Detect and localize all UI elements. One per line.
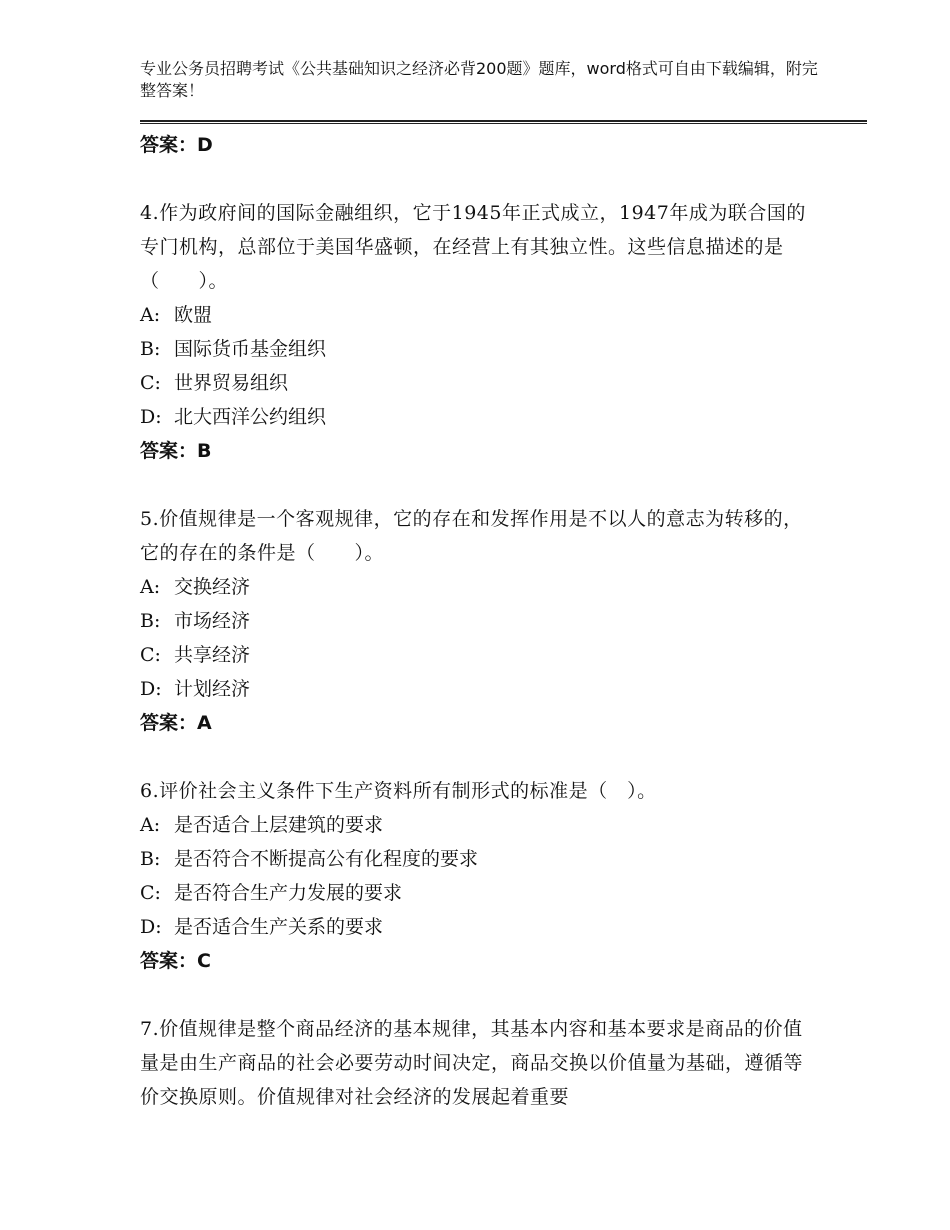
option-letter: C:: [140, 644, 161, 666]
option-letter: A:: [140, 304, 161, 326]
option-letter: B:: [140, 338, 161, 360]
question-4: [140, 196, 820, 468]
option-text: 是否符合生产力发展的要求: [174, 882, 403, 904]
option-text: 北大西洋公约组织: [174, 406, 327, 428]
option-letter: A:: [140, 814, 161, 836]
question-5: [140, 502, 820, 740]
option-a: [140, 808, 820, 842]
option-text: 共享经济: [174, 644, 251, 666]
option-letter: C:: [140, 882, 161, 904]
option-c: [140, 876, 820, 910]
option-text: 国际货币基金组织: [174, 338, 327, 360]
question-6: [140, 774, 820, 978]
option-letter: D:: [140, 678, 162, 700]
answer-line: 答案：A: [140, 712, 212, 734]
option-text: 计划经济: [174, 678, 251, 700]
option-d: [140, 400, 820, 434]
option-text: 是否符合不断提高公有化程度的要求: [174, 848, 479, 870]
option-d: [140, 672, 820, 706]
question-stem: 6.评价社会主义条件下生产资料所有制形式的标准是（ ）。: [140, 780, 657, 802]
option-b: [140, 332, 820, 366]
question-stem: 5.价值规律是一个客观规律，它的存在和发挥作用是不以人的意志为转移的，它的存在的条件是（ ）。: [140, 508, 803, 564]
option-letter: B:: [140, 610, 161, 632]
option-letter: C:: [140, 372, 161, 394]
question-list: [140, 128, 820, 1114]
question-stem: 7.价值规律是整个商品经济的基本规律，其基本内容和基本要求是商品的价值量是由生产商品的社会必要劳动时间决定，商品交换以价值量为基础，遵循等价交换原则。价值规律对社会经济的发展起着重要: [140, 1018, 804, 1108]
option-letter: A:: [140, 576, 161, 598]
answer-line: 答案：B: [140, 440, 212, 462]
answer-line: 答案：C: [140, 950, 211, 972]
option-a: [140, 298, 820, 332]
option-d: [140, 910, 820, 944]
option-a: [140, 570, 820, 604]
option-text: 是否适合上层建筑的要求: [174, 814, 384, 836]
question-stem: 4.作为政府间的国际金融组织，它于1945年正式成立，1947年成为联合国的专门机构，总部位于美国华盛顿，在经营上有其独立性。这些信息描述的是（ ）。: [140, 202, 806, 292]
option-c: [140, 366, 820, 400]
option-letter: D:: [140, 916, 162, 938]
option-letter: B:: [140, 848, 161, 870]
option-c: [140, 638, 820, 672]
option-text: 市场经济: [174, 610, 251, 632]
page-header: 专业公务员招聘考试《公共基础知识之经济必背200题》题库，word格式可自由下载编辑，附完整答案！: [140, 59, 818, 100]
option-b: [140, 842, 820, 876]
option-text: 欧盟: [174, 304, 213, 326]
option-letter: D:: [140, 406, 162, 428]
previous-answer: 答案：D: [140, 134, 213, 156]
header-divider: [140, 120, 867, 124]
question-7: [140, 1012, 820, 1114]
option-text: 交换经济: [174, 576, 251, 598]
option-text: 世界贸易组织: [174, 372, 289, 394]
option-b: [140, 604, 820, 638]
option-text: 是否适合生产关系的要求: [174, 916, 384, 938]
